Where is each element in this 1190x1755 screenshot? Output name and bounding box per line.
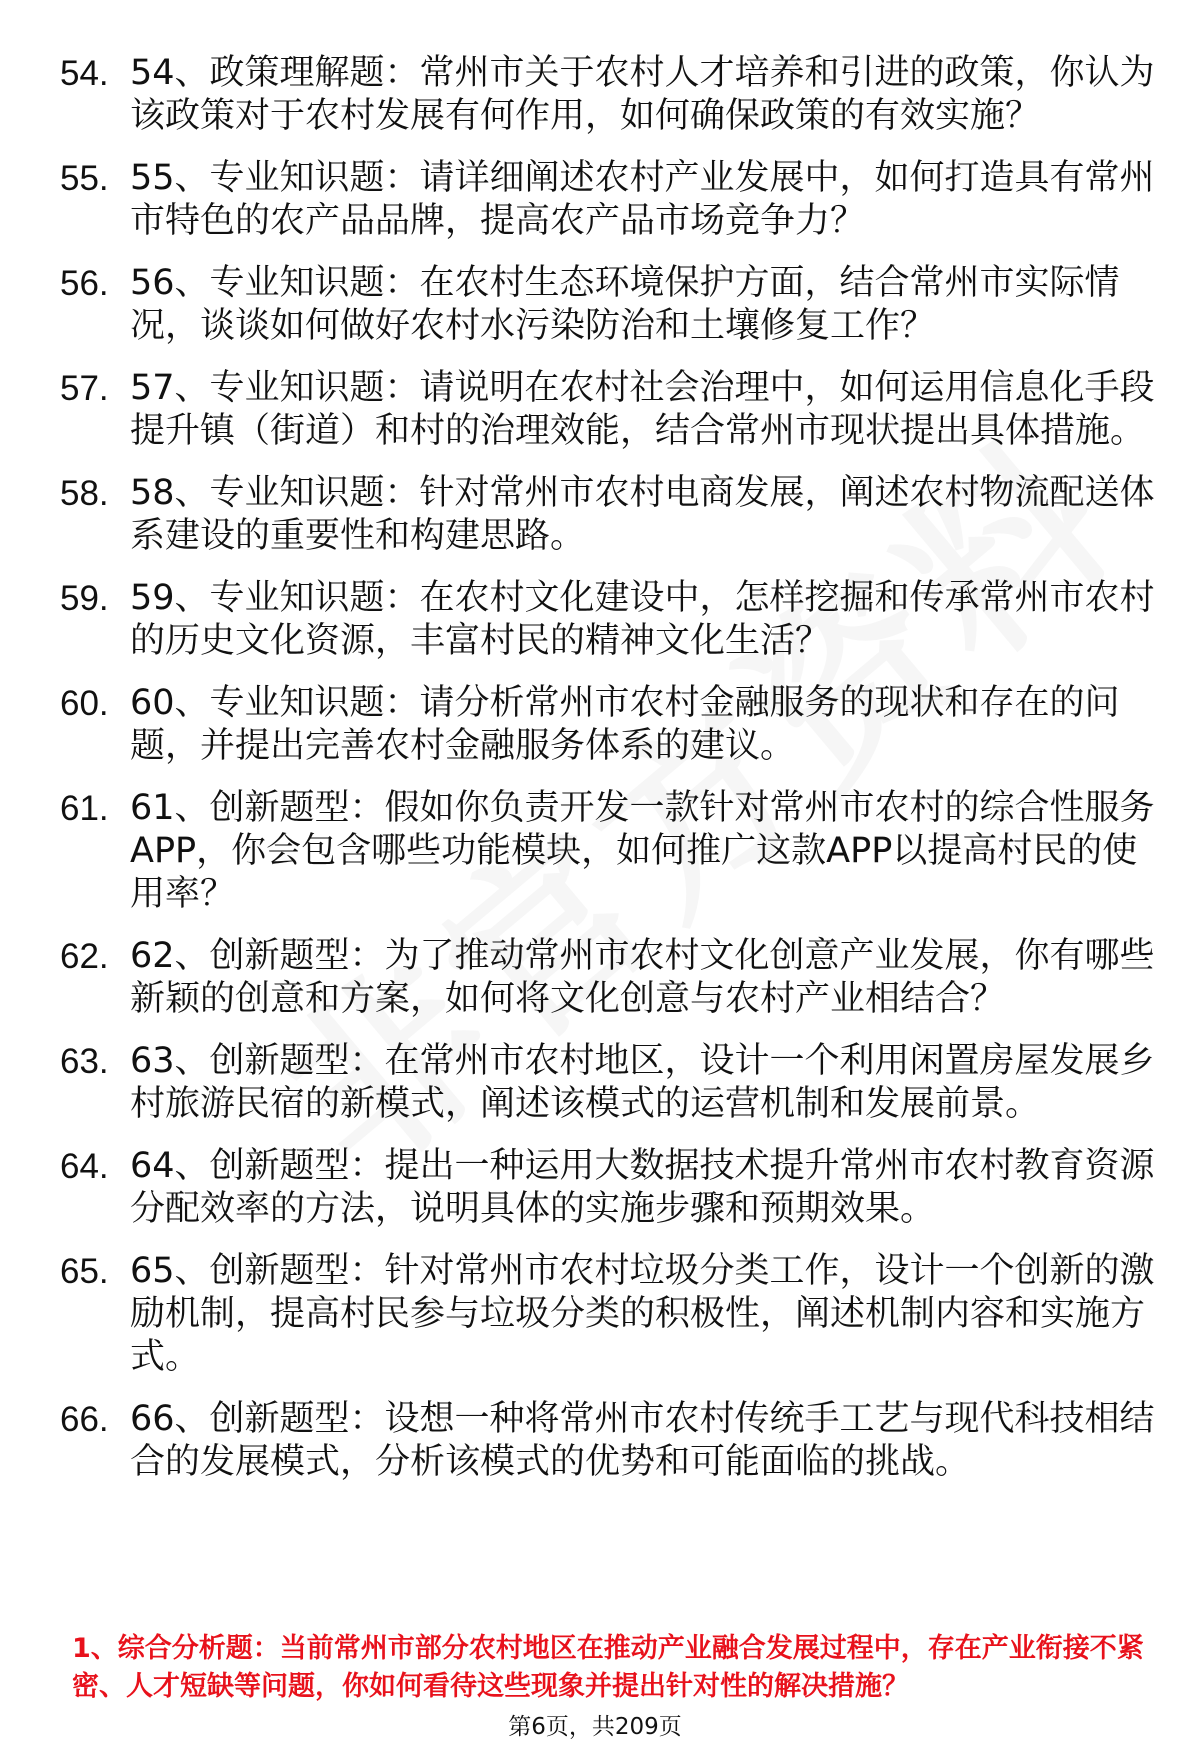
question-text: 65、创新题型：针对常州市农村垃圾分类工作，设计一个创新的激励机制，提高村民参与垃圾分类的积极性，阐述机制内容和实施方式。 xyxy=(130,1251,1155,1377)
question-text: 59、专业知识题：在农村文化建设中，怎样挖掘和传承常州市农村的历史文化资源，丰富村民的精神文化生活？ xyxy=(130,578,1155,661)
question-text: 63、创新题型：在常州市农村地区，设计一个利用闲置房屋发展乡村旅游民宿的新模式，阐述该模式的运营机制和发展前景。 xyxy=(130,1041,1155,1124)
question-text: 56、专业知识题：在农村生态环境保护方面，结合常州市实际情况，谈谈如何做好农村水污染防治和土壤修复工作？ xyxy=(130,263,1120,346)
question-item xyxy=(60,1250,1160,1379)
question-item xyxy=(60,1145,1160,1231)
question-text: 64、创新题型：提出一种运用大数据技术提升常州市农村教育资源分配效率的方法，说明具体的实施步骤和预期效果。 xyxy=(130,1146,1155,1229)
question-item xyxy=(60,935,1160,1021)
question-number: 63. xyxy=(60,1042,109,1081)
question-number: 61. xyxy=(60,789,109,828)
question-number: 60. xyxy=(60,684,109,723)
question-number: 55. xyxy=(60,159,109,198)
question-number: 64. xyxy=(60,1147,109,1186)
question-text: 54、政策理解题：常州市关于农村人才培养和引进的政策，你认为该政策对于农村发展有何作用，如何确保政策的有效实施？ xyxy=(130,53,1155,136)
question-item xyxy=(60,157,1160,243)
question-item xyxy=(60,1040,1160,1126)
question-item xyxy=(60,367,1160,453)
question-item xyxy=(60,577,1160,663)
question-item xyxy=(60,52,1160,138)
question-list xyxy=(60,52,1160,1503)
question-text: 60、专业知识题：请分析常州市农村金融服务的现状和存在的问题，并提出完善农村金融服务体系的建议。 xyxy=(130,683,1120,766)
question-item xyxy=(60,472,1160,558)
question-number: 65. xyxy=(60,1252,109,1291)
question-text: 66、创新题型：设想一种将常州市农村传统手工艺与现代科技相结合的发展模式，分析该模式的优势和可能面临的挑战。 xyxy=(130,1399,1155,1482)
question-text: 57、专业知识题：请说明在农村社会治理中，如何运用信息化手段提升镇（街道）和村的治理效能，结合常州市现状提出具体措施。 xyxy=(130,368,1155,451)
highlighted-question: 1、综合分析题：当前常州市部分农村地区在推动产业融合发展过程中，存在产业衔接不紧密、人才短缺等问题，你如何看待这些现象并提出针对性的解决措施？ xyxy=(72,1633,1144,1702)
question-text: 61、创新题型：假如你负责开发一款针对常州市农村的综合性服务APP，你会包含哪些功能模块，如何推广这款APP以提高村民的使用率？ xyxy=(130,788,1155,914)
question-item xyxy=(60,262,1160,348)
question-number: 56. xyxy=(60,264,109,303)
question-number: 66. xyxy=(60,1400,109,1439)
question-number: 62. xyxy=(60,937,109,976)
question-item xyxy=(60,787,1160,916)
question-number: 59. xyxy=(60,579,109,618)
question-item xyxy=(60,682,1160,768)
question-text: 55、专业知识题：请详细阐述农村产业发展中，如何打造具有常州市特色的农产品品牌，提高农产品市场竞争力？ xyxy=(130,158,1155,241)
question-number: 58. xyxy=(60,474,109,513)
question-item xyxy=(60,1398,1160,1484)
page-footer: 第6页，共209页 xyxy=(508,1714,682,1740)
question-number: 54. xyxy=(60,54,109,93)
question-text: 62、创新题型：为了推动常州市农村文化创意产业发展，你有哪些新颖的创意和方案，如何将文化创意与农村产业相结合？ xyxy=(130,936,1155,1019)
question-text: 58、专业知识题：针对常州市农村电商发展，阐述农村物流配送体系建设的重要性和构建思路。 xyxy=(130,473,1155,556)
question-number: 57. xyxy=(60,369,109,408)
